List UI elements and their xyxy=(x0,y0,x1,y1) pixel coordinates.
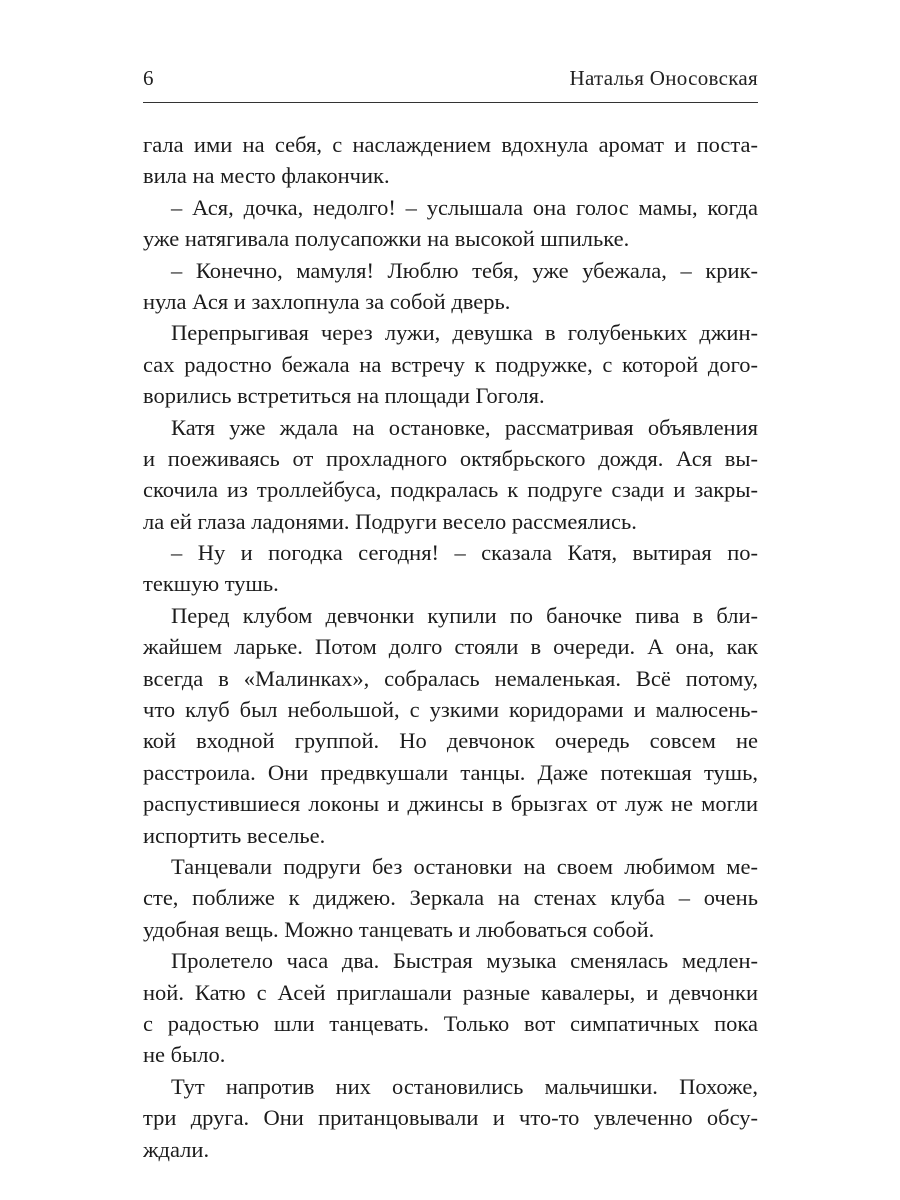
paragraph xyxy=(143,600,758,851)
text-line: – Ну и погодка сегодня! – сказала Катя, вытирая по- xyxy=(171,540,758,566)
text-line: Катя уже ждала на остановке, рассматривая объявления xyxy=(171,414,758,440)
book-page xyxy=(143,66,758,1165)
paragraph xyxy=(143,1071,758,1165)
text-line: нула Ася и захлопнула за собой дверь. xyxy=(143,288,511,314)
text-line: ла ей глаза ладонями. Подруги весело рассмеялись. xyxy=(143,508,637,534)
text-line: и поеживаясь от прохладного октябрьского дождя. Ася вы- xyxy=(143,445,758,471)
running-author: Наталья Оносовская xyxy=(569,66,758,90)
header-rule xyxy=(143,102,758,103)
text-line: с радостью шли танцевать. Только вот симпатичных пока xyxy=(143,1010,758,1036)
running-header xyxy=(143,66,758,98)
body-text xyxy=(143,129,758,1165)
text-line: ной. Катю с Асей приглашали разные кавалеры, и девчонки xyxy=(143,979,758,1005)
text-line: вила на место флакончик. xyxy=(143,163,390,189)
text-line: испортить веселье. xyxy=(143,822,326,848)
paragraph xyxy=(143,945,758,1071)
text-line: – Ася, дочка, недолго! – услышала она голос мамы, когда xyxy=(171,194,758,220)
text-line: расстроила. Они предвкушали танцы. Даже потекшая тушь, xyxy=(143,759,758,785)
paragraph xyxy=(143,192,758,255)
text-line: всегда в «Малинках», собралась немаленькая. Всё потому, xyxy=(143,665,758,691)
text-line: гала ими на себя, с наслаждением вдохнула аромат и поста- xyxy=(143,132,758,157)
paragraph xyxy=(143,412,758,538)
text-line: удобная вещь. Можно танцевать и любоваться собой. xyxy=(143,916,655,942)
text-line: сте, поближе к диджею. Зеркала на стенах клуба – очень xyxy=(143,885,758,911)
text-line: что клуб был небольшой, с узкими коридорами и малюсень- xyxy=(143,697,758,723)
text-line: три друга. Они пританцовывали и что-то увлеченно обсу- xyxy=(143,1105,758,1131)
text-line: текшую тушь. xyxy=(143,571,279,597)
text-line: скочила из троллейбуса, подкралась к подруге сзади и закры- xyxy=(143,477,758,503)
text-line: сах радостно бежала на встречу к подружке, с которой дого- xyxy=(143,351,758,377)
paragraph xyxy=(143,129,758,192)
text-line: Перед клубом девчонки купили по баночке пива в бли- xyxy=(171,602,758,628)
page-number: 6 xyxy=(143,66,154,90)
text-line: ворились встретиться на площади Гоголя. xyxy=(143,383,545,409)
text-line: уже натягивала полусапожки на высокой шпильке. xyxy=(143,226,630,252)
paragraph xyxy=(143,255,758,318)
text-line: – Конечно, мамуля! Люблю тебя, уже убежала, – крик- xyxy=(171,257,758,283)
text-line: жайшем ларьке. Потом долго стояли в очереди. А она, как xyxy=(143,634,758,660)
paragraph xyxy=(143,851,758,945)
text-line: Перепрыгивая через лужи, девушка в голубеньких джин- xyxy=(171,320,758,346)
text-line: ждали. xyxy=(143,1136,210,1162)
text-line: Танцевали подруги без остановки на своем любимом ме- xyxy=(171,853,758,879)
text-line: распустившиеся локоны и джинсы в брызгах от луж не могли xyxy=(143,791,758,817)
text-line: не было. xyxy=(143,1042,226,1068)
text-line: Пролетело часа два. Быстрая музыка сменялась медлен- xyxy=(171,948,758,974)
text-line: Тут напротив них остановились мальчишки. Похоже, xyxy=(171,1073,758,1099)
paragraph xyxy=(143,537,758,600)
paragraph xyxy=(143,317,758,411)
text-line: кой входной группой. Но девчонок очередь совсем не xyxy=(143,728,758,754)
